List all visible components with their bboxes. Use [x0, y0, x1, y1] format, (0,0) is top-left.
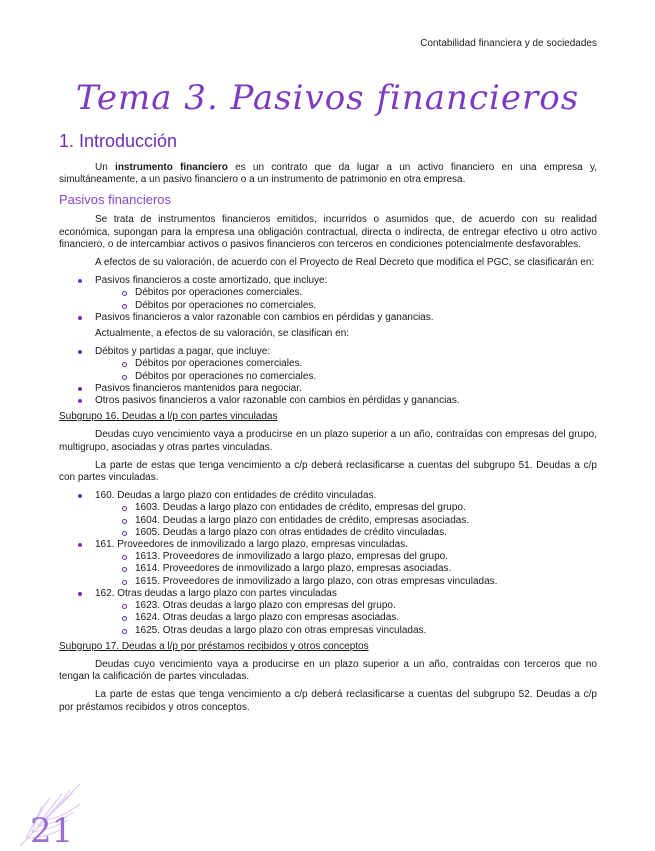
sub-list-item: 1625. Otras deudas a largo plazo con otras empresas vinculadas.: [135, 625, 597, 637]
sub-list-item: 1624. Otras deudas a largo plazo con empresas asociadas.: [135, 612, 597, 624]
subgrupo16-paragraph-2: La parte de estas que tenga vencimiento a c/p deberá reclasificarse a cuentas del subgrupo 51. Deudas a c/p con partes vinculadas.: [59, 459, 597, 484]
subgrupo16-account-list: [59, 490, 597, 636]
pasivos-paragraph-3: Actualmente, a efectos de su valoración, se clasifican en:: [95, 328, 350, 340]
list-item-text: Otros pasivos financieros a valor razonable con cambios en pérdidas y ganancias.: [95, 395, 460, 407]
running-header: Contabilidad financiera y de sociedades: [420, 38, 597, 49]
subgrupo17-paragraph-1: Deudas cuyo vencimiento vaya a producirse en un plazo superior a un año, contraídas con terceros que no tengan la calificación de partes vinculadas.: [59, 658, 597, 683]
pasivos-paragraph-2: A efectos de su valoración, de acuerdo con el Proyecto de Real Decreto que modifica el PGC, se clasificarán en:: [95, 257, 595, 269]
list-item-text: Pasivos financieros a valor razonable con cambios en pérdidas y ganancias.: [95, 311, 434, 323]
list-item: [95, 275, 597, 312]
sub-list-item: Débitos por operaciones no comerciales.: [135, 371, 597, 383]
list-item-text: 160. Deudas a largo plazo con entidades de crédito vinculadas.: [95, 490, 377, 502]
subgrupo16-heading: Subgrupo 16. Deudas a l/p con partes vinculadas: [59, 411, 278, 423]
sub-list-item: 1614. Proveedores de inmovilizado a largo plazo, empresas asociadas.: [135, 563, 597, 575]
list-item-text: Débitos y partidas a pagar, que incluye:: [95, 346, 271, 358]
sub-list-item: 1613. Proveedores de inmovilizado a largo plazo, empresas del grupo.: [135, 551, 597, 563]
list-item: [95, 383, 597, 395]
list-item: [95, 395, 597, 407]
section-heading-introduccion: 1. Introducción: [59, 131, 178, 151]
sub-list-item: 1615. Proveedores de inmovilizado a largo plazo, con otras empresas vinculadas.: [135, 576, 597, 588]
list-item-text: Pasivos financieros mantenidos para negociar.: [95, 382, 302, 394]
sub-list-item: Débitos por operaciones no comerciales.: [135, 300, 597, 312]
intro-paragraph: [59, 162, 597, 186]
sub-list: [95, 502, 597, 539]
list-item: [95, 490, 597, 539]
intro-text-post: es un contrato que da lugar a un activo financiero en una empresa y, simultáneamente, a un pasivo financiero o a un instrumento de patrimonio en otra empresa.: [59, 162, 597, 186]
pasivos-list-2: [59, 346, 597, 407]
intro-text-pre: Un: [95, 162, 108, 173]
sub-list: [95, 600, 597, 637]
sub-list-item: 1604. Deudas a largo plazo con entidades de crédito, empresas asociadas.: [135, 515, 597, 527]
list-item: [95, 588, 597, 637]
sub-list: [95, 358, 597, 382]
list-item-text: 162. Otras deudas a largo plazo con partes vinculadas: [95, 587, 337, 599]
pasivos-paragraph-1: Se trata de instrumentos financieros emitidos, incurridos o asumidos que, de acuerdo con su realidad económica, supongan para la empresa una obligación contractual, directa o indirecta, de entregar efectivo u otro activo financiero, o de intercambiar activos o pasivos financieros con terceros en condiciones potencialmente desfavorables.: [59, 214, 597, 250]
page-number: 21: [30, 811, 74, 851]
sub-list-item: Débitos por operaciones comerciales.: [135, 358, 597, 370]
list-item-text: Pasivos financieros a coste amortizado, que incluye:: [95, 275, 328, 287]
sub-list: [95, 551, 597, 588]
subgrupo17-paragraph-2: La parte de estas que tenga vencimiento a c/p deberá reclasificarse a cuentas del subgrupo 52. Deudas a c/p por préstamos recibidos y otros conceptos.: [59, 689, 597, 713]
page-title: Tema 3. Pasivos financieros: [75, 78, 580, 118]
subgrupo16-paragraph-1: Deudas cuyo vencimiento vaya a producirse en un plazo superior a un año, contraídas con empresas del grupo, multigrupo, asociadas y otras partes vinculadas.: [59, 429, 597, 453]
list-item: [95, 539, 597, 588]
list-item: [95, 346, 597, 383]
list-item: [95, 312, 597, 324]
intro-bold-term: instrumento financiero: [115, 162, 228, 173]
sub-list-item: 1603. Deudas a largo plazo con entidades de crédito, empresas del grupo.: [135, 502, 597, 514]
subgrupo17-heading: Subgrupo 17. Deudas a l/p por préstamos recibidos y otros conceptos: [59, 640, 369, 652]
pasivos-list-1: [59, 275, 597, 324]
list-item-text: 161. Proveedores de inmovilizado a largo plazo, empresas vinculadas.: [95, 539, 408, 551]
sub-list: [95, 287, 597, 311]
sub-list-item: 1605. Deudas a largo plazo con otras entidades de crédito vinculadas.: [135, 527, 597, 539]
sub-list-item: 1623. Otras deudas a largo plazo con empresas del grupo.: [135, 600, 597, 612]
document-body: [59, 130, 597, 720]
sub-list-item: Débitos por operaciones comerciales.: [135, 287, 597, 299]
subsection-heading-pasivos: Pasivos financieros: [59, 192, 171, 208]
